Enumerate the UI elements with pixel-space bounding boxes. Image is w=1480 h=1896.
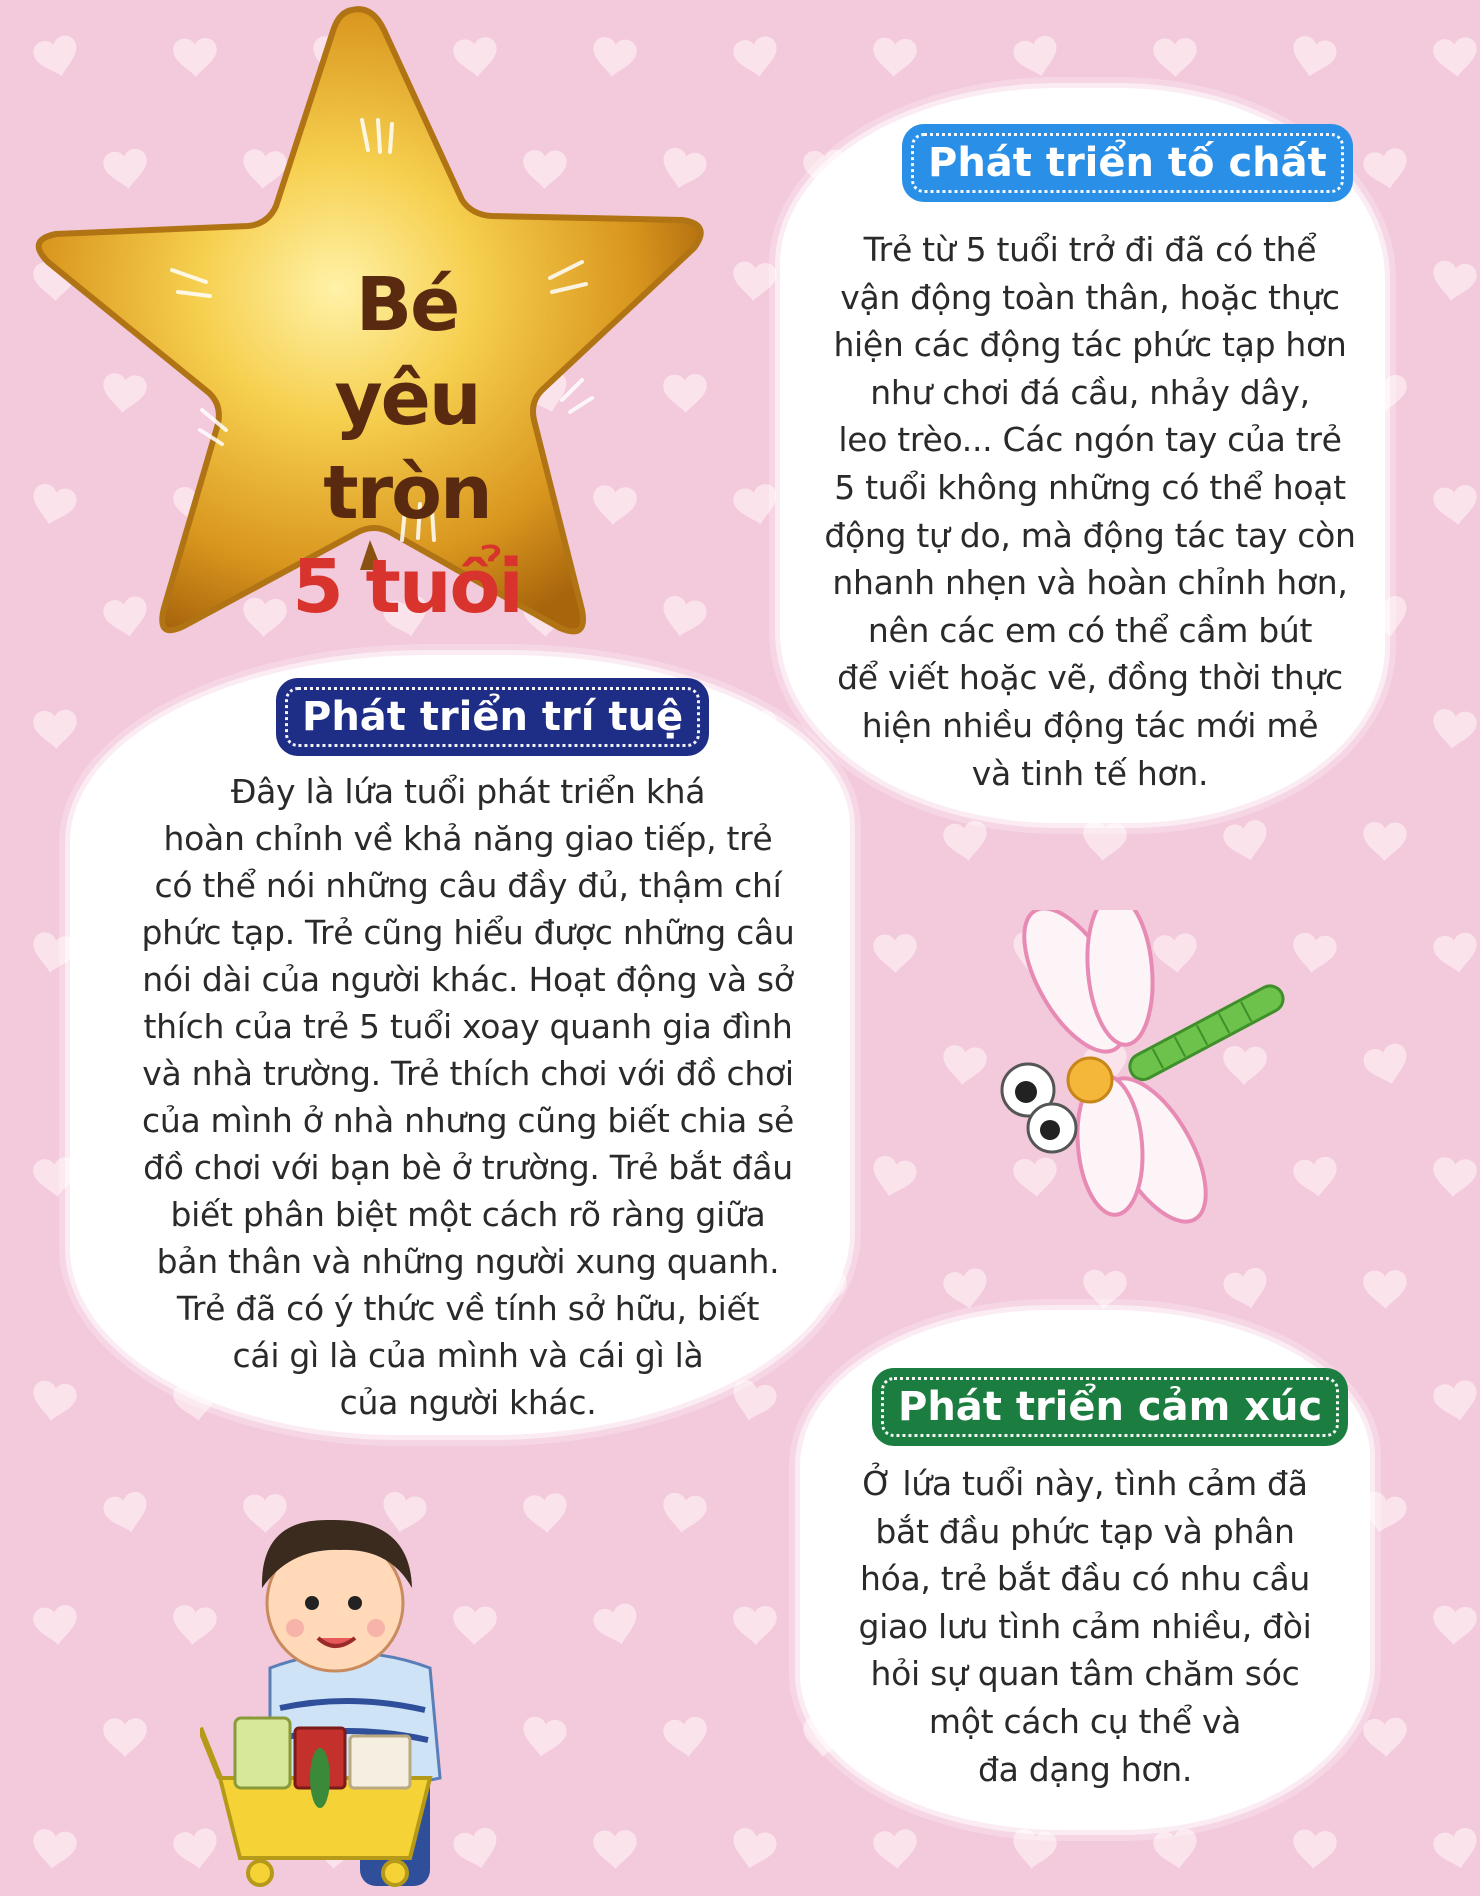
heart-icon (1153, 38, 1197, 77)
heart-icon (33, 709, 78, 750)
heart-icon (1431, 1826, 1480, 1873)
text-line: có thể nói những câu đầy đủ, thậm chí (154, 866, 782, 905)
heart-icon (1082, 1269, 1127, 1310)
section-body-to-chat (810, 226, 1370, 797)
heart-icon (32, 1604, 80, 1648)
heart-icon (1363, 1270, 1407, 1309)
text-line: và tinh tế hơn. (971, 753, 1209, 793)
heart-icon (872, 1828, 919, 1870)
text-line: vận động toàn thân, hoặc thực (840, 277, 1340, 317)
dragonfly-icon (980, 910, 1300, 1240)
text-line: phức tạp. Trẻ cũng hiểu được những câu (141, 913, 795, 952)
text-line: như chơi đá cầu, nhảy dây, (870, 372, 1310, 412)
heart-icon (1010, 1827, 1058, 1871)
heart-icon (728, 1826, 779, 1873)
section-body-tri-tue (118, 768, 818, 1426)
heart-icon (1363, 822, 1407, 861)
heart-icon (942, 819, 990, 863)
heart-icon (1361, 1041, 1413, 1090)
text-line: hỏi sự quan tâm chăm sóc (870, 1654, 1300, 1694)
text-line: hoàn chỉnh về khả năng giao tiếp, trẻ (163, 819, 773, 858)
heart-icon (591, 1601, 643, 1650)
text-line: của mình ở nhà nhưng cũng biết chia sẻ (141, 1101, 795, 1140)
text-line: đa dạng hơn. (977, 1749, 1193, 1789)
section-title-tri-tue: Phát triển trí tuệ (276, 678, 709, 756)
text-line: hiện các động tác phức tạp hơn (833, 325, 1347, 365)
heart-icon (1430, 708, 1478, 752)
text-line: biết phân biệt một cách rõ ràng giữa (170, 1195, 766, 1234)
heart-icon (1431, 1156, 1478, 1198)
text-line: Trẻ đã có ý thức về tính sở hữu, biết (176, 1289, 760, 1328)
heart-icon (1291, 1829, 1337, 1871)
heart-icon (1081, 820, 1128, 862)
heart-icon (662, 1715, 710, 1759)
heart-icon (101, 1489, 153, 1537)
section-body-cam-xuc (820, 1460, 1350, 1793)
text-line: thích của trẻ 5 tuổi xoay quanh gia đình (143, 1007, 793, 1046)
heart-icon (660, 1491, 708, 1535)
heart-icon (593, 1830, 637, 1869)
star-title-line3: 5 tuổi (292, 544, 522, 630)
heart-icon (1221, 818, 1272, 865)
text-line: hiện nhiều động tác mới mẻ (861, 705, 1319, 745)
heart-icon (522, 1492, 569, 1534)
text-line: leo trèo... Các ngón tay của trẻ (838, 420, 1342, 460)
heart-icon (873, 934, 917, 973)
heart-icon (1432, 931, 1480, 976)
heart-icon (1431, 1378, 1480, 1424)
section-title-to-chat: Phát triển tố chất (902, 124, 1353, 202)
heart-icon (1429, 259, 1478, 304)
text-line: bản thân và những người xung quanh. (156, 1242, 780, 1281)
heart-icon (1152, 1827, 1201, 1872)
text-line: nên các em có thể cầm bút (867, 610, 1313, 650)
heart-icon (1361, 146, 1411, 192)
star-title-line1: Bé yêu (334, 262, 480, 442)
star-title-line2: tròn (323, 450, 491, 536)
heart-icon (1432, 1605, 1477, 1646)
text-line: nói dài của người khác. Hoạt động và sở (142, 960, 794, 999)
heart-icon (872, 37, 917, 78)
star-balloon (22, 0, 742, 680)
heart-icon (1363, 1717, 1408, 1758)
text-line: Ở lứa tuổi này, tình cảm đã (862, 1464, 1308, 1503)
heart-icon (103, 1718, 146, 1757)
text-line: giao lưu tình cảm nhiều, đòi (858, 1606, 1312, 1646)
text-line: Đây là lứa tuổi phát triển khá (230, 772, 706, 811)
heart-icon (1011, 33, 1063, 81)
text-line: động tự do, mà động tác tay còn (824, 515, 1356, 555)
text-line: để viết hoặc vẽ, đồng thời thực (837, 658, 1343, 698)
heart-icon (519, 1715, 568, 1760)
text-line: hóa, trẻ bắt đầu có nhu cầu (859, 1559, 1311, 1599)
text-line: Trẻ từ 5 tuổi trở đi đã có thể (863, 230, 1317, 269)
star-title (272, 258, 542, 634)
section-title-cam-xuc: Phát triển cảm xúc (872, 1368, 1348, 1446)
text-line: nhanh nhẹn và hoàn chỉnh hơn, (832, 563, 1348, 603)
text-line: và nhà trường. Trẻ thích chơi với đồ chơi (142, 1054, 794, 1093)
text-line: đồ chơi với bạn bè ở trường. Trẻ bắt đầu (143, 1148, 793, 1187)
text-line: 5 tuổi không những có thể hoạt (834, 467, 1346, 507)
text-line: một cách cụ thể và (928, 1701, 1242, 1741)
heart-icon (29, 1379, 78, 1424)
heart-icon (1288, 34, 1339, 81)
text-line: của người khác. (339, 1383, 597, 1422)
heart-icon (733, 1606, 778, 1646)
text-line: bắt đầu phức tạp và phân (875, 1511, 1295, 1551)
heart-icon (1221, 1265, 1273, 1313)
heart-icon (30, 1828, 78, 1872)
heart-icon (1432, 484, 1480, 528)
heart-icon (1432, 36, 1479, 78)
boy-with-shopping-cart-icon (200, 1478, 520, 1896)
heart-icon (868, 1154, 919, 1201)
text-line: cái gì là của mình và cái gì là (232, 1336, 704, 1375)
heart-icon (942, 1267, 992, 1313)
